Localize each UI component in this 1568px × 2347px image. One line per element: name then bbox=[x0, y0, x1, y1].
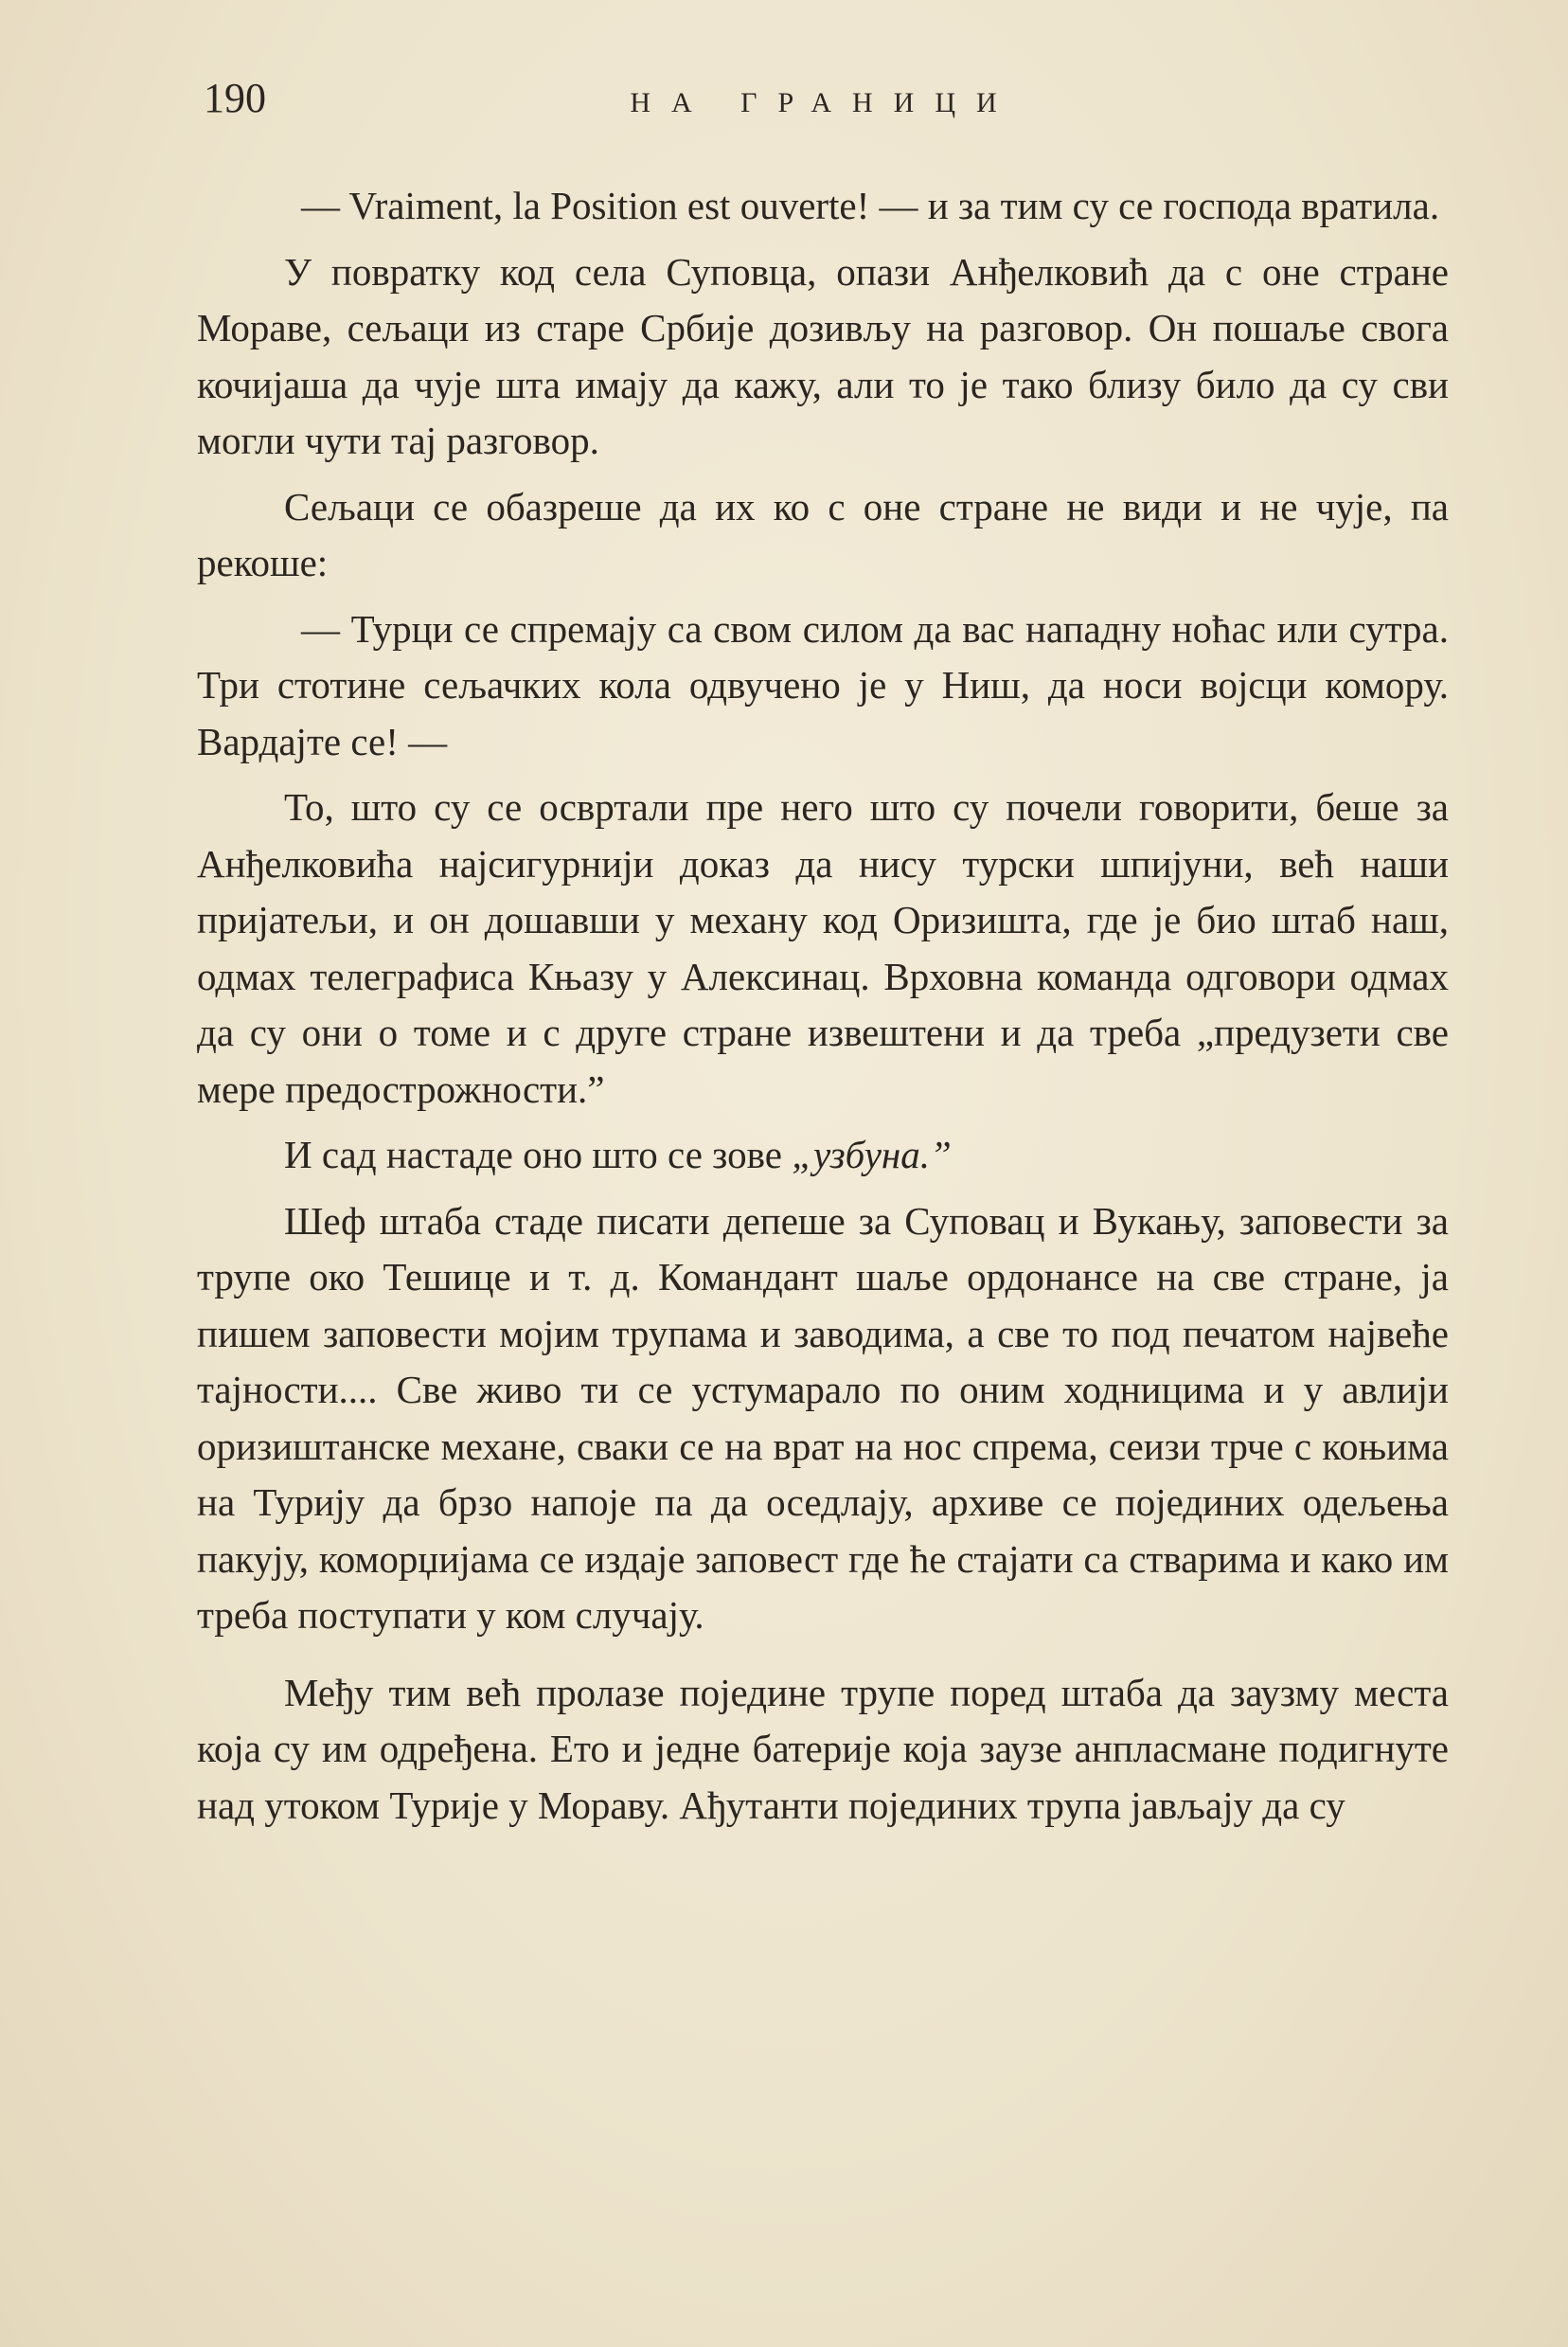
running-title: НА ГРАНИЦИ bbox=[630, 87, 1018, 118]
uzbuna-lead: И сад настаде оно што се зове bbox=[284, 1133, 793, 1176]
body-text bbox=[197, 178, 1449, 1843]
uzbuna-term: „узбуна.” bbox=[792, 1133, 952, 1176]
paragraph: — Турци се спремају са свом силом да вас нападну ноћас или сутра. Три стотине сељачких кола одвучено је у Ниш, да носи војсци комору. Вардајте се! — bbox=[197, 606, 1449, 763]
paragraph: Међу тим већ пролазе поједине трупе поред штаба да заузму места која су им одређена. Ето и једне батерије која заузе анпласмане подигнуте над утоком Турије у Мораву. Ађутанти појединих трупа јављају да су bbox=[197, 1670, 1449, 1827]
paragraph: Шеф штаба стаде писати депеше за Суповац и Вукању, заповести за трупе око Тешице и т. д. Командант шаље ордонансе на све стране, ја пишем заповести мојим трупама и заводима, а све то под печатом највеће тајности.... Све живо ти се устумарало по оним ходницима и у авлији оризиштанске механе, сваки се на врат на нос спрема, сеизи трче с коњима на Турију да брзо напоје па да оседлају, архиве се појединих одељења пакују, коморџијама се издаје заповест где ће стајати са стварима и како им треба поступати у ком случају. bbox=[197, 1198, 1449, 1637]
paragraph: — Vraiment, la Position est ouverte! — и за тим су се господа вратила. bbox=[301, 184, 1440, 227]
paragraph: Сељаци се обазреше да их ко с оне стране не види и не чује, па рекоше: bbox=[197, 484, 1449, 584]
paragraph: То, што су се освртали пре него што су почели говорити, беше за Анђелковића најсигурнији доказ да нису турски шпијуни, већ наши пријатељи, и он дошавши у механу код Оризишта, где је био штаб наш, одмах телеграфиса Књазу у Алексинац. Врховна команда одговори одмах да су они о томе и с друге стране извештени и да треба „предузети све мере предострожности.” bbox=[197, 785, 1449, 1111]
paragraph: У повратку код села Суповца, опази Анђелковић да с оне стране Мораве, сељаци из старе Србије дозивљу на разговор. Он пошаље свога кочијаша да чује шта имају да кажу, али то је тако близу било да су сви могли чути тај разговор. bbox=[197, 249, 1449, 462]
paragraph-uzbuna bbox=[197, 1127, 1449, 1184]
page-number: 190 bbox=[204, 75, 266, 121]
page-header bbox=[204, 74, 1444, 131]
